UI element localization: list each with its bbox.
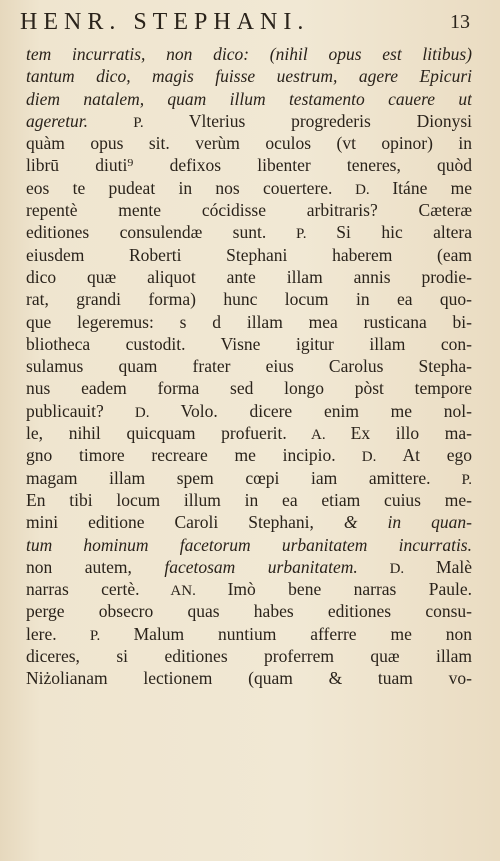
text-segment: P. — [266, 226, 337, 243]
text-segment: At ego — [402, 445, 472, 466]
text-segment: Niżolianam lectionem (quam & tuam vo- — [26, 668, 472, 689]
text-line — [26, 534, 472, 556]
text-segment: lere. — [26, 623, 57, 644]
running-title: HENR. STEPHANI. — [20, 8, 310, 35]
text-segment: mini editione Caroli Stephani, — [26, 512, 344, 533]
text-segment: facetosam urbanitatem. — [164, 556, 358, 577]
text-segment: P. — [430, 471, 472, 488]
text-line — [26, 377, 472, 399]
text-segment: Volo. dicere enim me nol- — [180, 400, 472, 421]
text-line — [26, 355, 472, 377]
text-line — [26, 110, 472, 132]
text-segment: & in quan- — [343, 512, 472, 533]
text-segment: AN. — [139, 583, 228, 600]
text-segment: eiusdem Roberti Stephani haberem (eam — [26, 244, 472, 265]
text-segment: Malum nuntium afferre me non — [133, 623, 472, 644]
text-segment: D. — [103, 404, 181, 421]
text-segment: repentè mente cócidisse arbitraris? Cæteræ — [26, 200, 472, 221]
text-segment: ageretur. — [26, 110, 89, 131]
text-segment: perge obsecro quas habes editiones consu- — [26, 601, 472, 622]
text-line — [26, 154, 472, 176]
text-segment: Ex illo ma- — [350, 423, 472, 444]
text-segment: rat, grandi forma) hunc locum in ea quo- — [26, 289, 472, 310]
text-segment: que legeremus: s d illam mea rusticana bi- — [26, 311, 472, 332]
text-line — [26, 467, 472, 489]
text-segment: tem incurratis, non dico: (nihil opus est litibus) — [26, 44, 472, 64]
text-line — [26, 600, 472, 622]
text-line — [26, 400, 472, 422]
text-segment: Imò bene narras Paule. — [227, 579, 472, 600]
text-segment: En tibi locum illum in ea etiam cuius me- — [26, 489, 472, 510]
text-segment: P. — [56, 627, 134, 644]
text-line — [26, 511, 472, 533]
text-line — [26, 244, 472, 266]
text-segment: Vlterius progrederis Dionysi — [188, 110, 472, 131]
text-line — [26, 556, 472, 578]
text-line — [26, 489, 472, 511]
text-line — [26, 578, 472, 600]
text-segment: librū diuti⁹ defixos libenter teneres, quòd — [26, 155, 472, 176]
text-segment: Malè — [436, 556, 472, 577]
text-segment: sulamus quam frater eius Carolus Stepha- — [26, 356, 472, 377]
text-segment: tum hominum facetorum urbanitatem incurratis. — [26, 534, 472, 555]
text-line — [26, 623, 472, 645]
text-segment: magam illam spem cœpi iam amittere. — [26, 467, 431, 488]
text-line — [26, 221, 472, 243]
text-segment: tantum dico, magis fuisse uestrum, agere Epicuri — [26, 66, 472, 87]
text-segment: quàm opus sit. verùm oculos (vt opinor) in — [26, 133, 472, 154]
text-segment: D. — [332, 181, 393, 198]
text-line — [26, 444, 472, 466]
body-text — [26, 43, 472, 690]
text-line — [26, 43, 472, 65]
text-segment: editiones consulendæ sunt. — [26, 222, 267, 243]
text-segment: publicauit? — [26, 400, 104, 421]
text-segment: non autem, — [26, 556, 165, 577]
text-segment: Itáne me — [392, 177, 472, 198]
text-line — [26, 88, 472, 110]
text-segment: narras certè. — [26, 579, 140, 600]
text-segment: diceres, si editiones proferrem quæ illam — [26, 646, 472, 667]
text-segment: Si hic altera — [336, 222, 472, 243]
text-line — [26, 645, 472, 667]
text-segment: diem natalem, quam illum testamento cauere ut — [26, 88, 472, 109]
text-segment: bliotheca custodit. Visne igitur illam con- — [26, 333, 472, 354]
text-line — [26, 177, 472, 199]
text-segment: le, nihil quicquam profuerit. — [26, 423, 287, 444]
text-line — [26, 333, 472, 355]
text-line — [26, 132, 472, 154]
text-segment: A. — [286, 427, 351, 444]
text-line — [26, 667, 472, 689]
text-segment: dico quæ aliquot ante illam annis prodie- — [26, 266, 472, 287]
text-line — [26, 199, 472, 221]
text-segment: D. — [335, 449, 403, 466]
text-line — [26, 422, 472, 444]
text-line — [26, 266, 472, 288]
text-line — [26, 311, 472, 333]
text-segment: P. — [88, 114, 189, 131]
page-header — [20, 4, 470, 40]
text-segment: eos te pudeat in nos couertere. — [26, 177, 333, 198]
text-segment: nus eadem forma sed longo pòst tempore — [26, 378, 472, 399]
text-line — [26, 288, 472, 310]
text-segment: D. — [357, 560, 437, 577]
text-line — [26, 65, 472, 87]
page-number: 13 — [450, 10, 470, 33]
text-segment: gno timore recreare me incipio. — [26, 445, 336, 466]
